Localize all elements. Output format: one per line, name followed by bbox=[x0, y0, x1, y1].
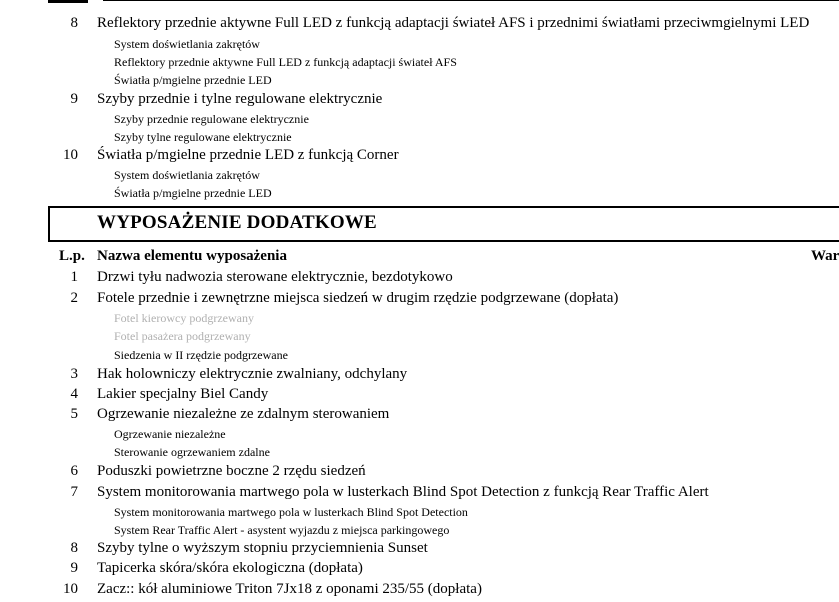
item-name: Drzwi tyłu nadwozia sterowane elektrycznie, bezdotykowo bbox=[97, 269, 453, 285]
item-subitem: System monitorowania martwego pola w lusterkach Blind Spot Detection bbox=[114, 505, 468, 519]
item-name: Tapicerka skóra/skóra ekologiczna (dopłata) bbox=[97, 560, 363, 576]
item-name: Fotele przednie i zewnętrzne miejsca siedzeń w drugim rzędzie podgrzewane (dopłata) bbox=[97, 290, 619, 306]
item-name: Zacz:: kół aluminiowe Triton 7Jx18 z oponami 235/55 (dopłata) bbox=[97, 581, 482, 597]
item-number: 3 bbox=[70, 366, 78, 382]
top-border-remnant-right bbox=[103, 0, 839, 1]
item-subitem: System doświetlania zakrętów bbox=[114, 37, 260, 51]
section-left-border bbox=[48, 206, 50, 242]
item-name: Światła p/mgielne przednie LED z funkcją Corner bbox=[97, 147, 399, 163]
item-number: 4 bbox=[70, 386, 78, 402]
item-name: Ogrzewanie niezależne ze zdalnym sterowaniem bbox=[97, 406, 390, 422]
column-header-value: War bbox=[811, 248, 839, 264]
item-subitem: Siedzenia w II rzędzie podgrzewane bbox=[114, 348, 288, 362]
item-number: 10 bbox=[63, 581, 78, 597]
item-subitem: Fotel kierowcy podgrzewany bbox=[114, 311, 254, 325]
item-subitem: Ogrzewanie niezależne bbox=[114, 427, 226, 441]
item-number: 8 bbox=[70, 540, 78, 556]
item-subitem: Światła p/mgielne przednie LED bbox=[114, 73, 272, 87]
item-number: 2 bbox=[70, 290, 78, 306]
item-subitem: System Rear Traffic Alert - asystent wyjazdu z miejsca parkingowego bbox=[114, 523, 450, 537]
item-subitem: Sterowanie ogrzewaniem zdalne bbox=[114, 445, 270, 459]
item-number: 5 bbox=[70, 406, 78, 422]
section-bottom-border bbox=[48, 240, 839, 242]
item-number: 6 bbox=[70, 463, 78, 479]
item-name: System monitorowania martwego pola w lusterkach Blind Spot Detection z funkcją Rear Traffic Alert bbox=[97, 484, 709, 500]
column-header-name: Nazwa elementu wyposażenia bbox=[97, 248, 287, 264]
section-title: WYPOSAŻENIE DODATKOWE bbox=[97, 212, 377, 233]
item-subitem: System doświetlania zakrętów bbox=[114, 168, 260, 182]
item-number: 7 bbox=[70, 484, 78, 500]
item-number: 8 bbox=[70, 15, 78, 31]
item-name: Szyby tylne o wyższym stopniu przyciemnienia Sunset bbox=[97, 540, 428, 556]
item-name: Szyby przednie i tylne regulowane elektrycznie bbox=[97, 91, 383, 107]
item-number: 9 bbox=[70, 560, 78, 576]
item-name: Reflektory przednie aktywne Full LED z funkcją adaptacji świateł AFS i przednimi światłami przeciwmgielnymi LED bbox=[97, 15, 810, 31]
item-number: 10 bbox=[63, 147, 78, 163]
item-subitem: Szyby przednie regulowane elektrycznie bbox=[114, 112, 309, 126]
item-name: Hak holowniczy elektrycznie zwalniany, odchylany bbox=[97, 366, 408, 382]
section-top-border bbox=[48, 206, 839, 208]
item-subitem: Fotel pasażera podgrzewany bbox=[114, 329, 251, 343]
top-border-remnant bbox=[48, 0, 88, 3]
item-number: 9 bbox=[70, 91, 78, 107]
column-header-lp: L.p. bbox=[59, 248, 85, 264]
item-subitem: Szyby tylne regulowane elektrycznie bbox=[114, 130, 292, 144]
item-name: Poduszki powietrzne boczne 2 rzędu siedzeń bbox=[97, 463, 366, 479]
item-subitem: Światła p/mgielne przednie LED bbox=[114, 186, 272, 200]
item-name: Lakier specjalny Biel Candy bbox=[97, 386, 269, 402]
item-number: 1 bbox=[70, 269, 78, 285]
item-subitem: Reflektory przednie aktywne Full LED z funkcją adaptacji świateł AFS bbox=[114, 55, 457, 69]
